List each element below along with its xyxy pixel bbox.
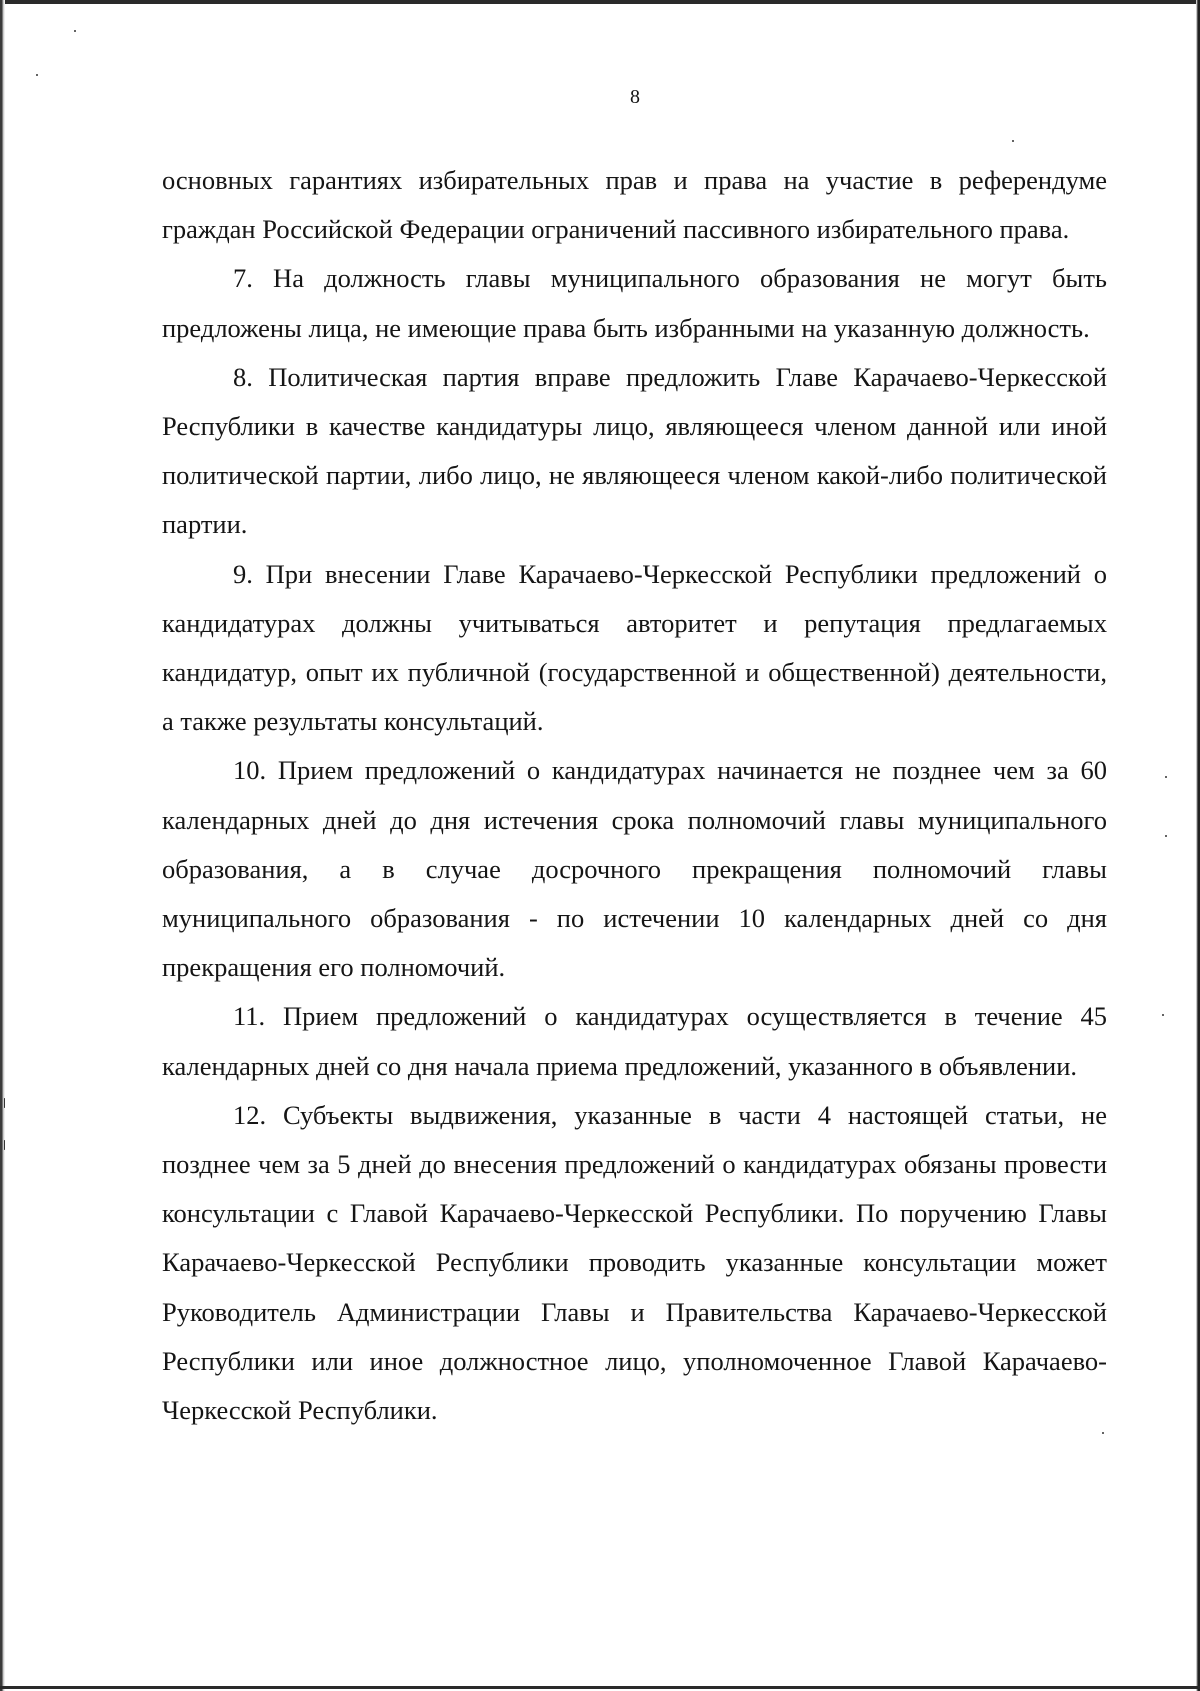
page-number: 8 bbox=[630, 86, 640, 108]
scan-top-border bbox=[0, 0, 1200, 4]
scan-speck bbox=[1012, 140, 1014, 142]
scan-left-edge bbox=[0, 0, 5, 1691]
scan-speck bbox=[1165, 776, 1167, 778]
paragraph-item-12: 12. Субъекты выдвижения, указанные в части 4 настоящей статьи, не позднее чем за 5 дней до внесения предложений о кандидатурах обязаны провести консультации с Главой Карачаево-Черкесской Республики. По поручению Главы Карачаево-Черкесской Республики проводить указанные консультации может Руководитель Администрации Главы и Правительства Карачаево-Черкесской Республики или иное должностное лицо, уполномоченное Главой Карачаево-Черкесской Республики. bbox=[162, 1099, 1107, 1426]
scan-speck bbox=[4, 1140, 5, 1150]
paragraph-item-10: 10. Прием предложений о кандидатурах начинается не позднее чем за 60 календарных дней до дня истечения срока полномочий главы муниципального образования, а в случае досрочного прекращения полномочий главы муниципального образования - по истечении 10 календарных дней со дня прекращения его полномочий. bbox=[162, 755, 1107, 983]
paragraph-item-7: 7. На должность главы муниципального образования не могут быть предложены лица, не имеющие права быть избранными на указанную должность. bbox=[162, 263, 1107, 343]
paragraph-item-9: 9. При внесении Главе Карачаево-Черкесской Республики предложений о кандидатурах должны учитываться авторитет и репутация предлагаемых кандидатур, опыт их публичной (государственной и общественной) деятельности, а также результаты консультаций. bbox=[162, 558, 1107, 737]
scan-speck bbox=[74, 30, 76, 32]
document-body bbox=[162, 156, 1107, 1435]
scan-speck bbox=[36, 74, 38, 76]
scan-right-edge bbox=[1196, 0, 1200, 1691]
scan-speck bbox=[1162, 1014, 1164, 1016]
scan-bottom-border bbox=[0, 1686, 1200, 1689]
paragraph-item-8: 8. Политическая партия вправе предложить Главе Карачаево-Черкесской Республики в качестве кандидатуры лицо, являющееся членом данной или иной политической партии, либо лицо, не являющееся членом какой-либо политической партии. bbox=[162, 361, 1107, 540]
paragraph-continuation: основных гарантиях избирательных прав и права на участие в референдуме граждан Российской Федерации ограничений пассивного избирательного права. bbox=[162, 165, 1107, 245]
scan-speck bbox=[1165, 835, 1167, 837]
paragraph-item-11: 11. Прием предложений о кандидатурах осуществляется в течение 45 календарных дней со дня начала приема предложений, указанного в объявлении. bbox=[162, 1001, 1107, 1081]
scan-speck bbox=[4, 1098, 5, 1108]
